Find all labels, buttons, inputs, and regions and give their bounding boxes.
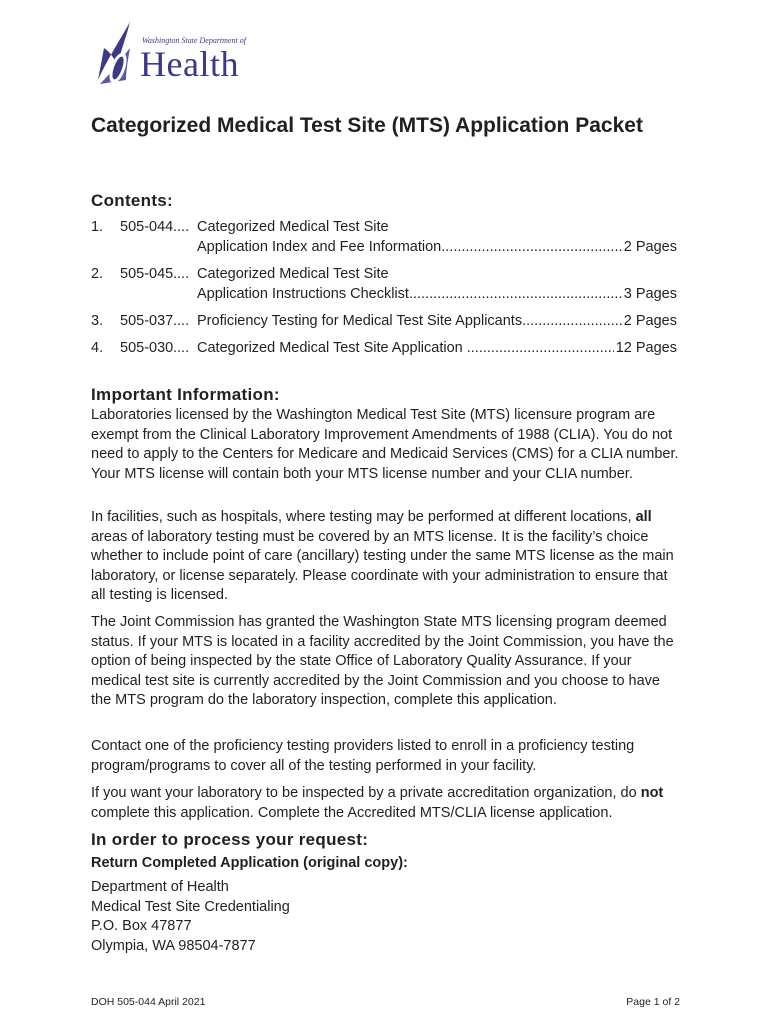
contents-item-number: 3. xyxy=(91,313,104,329)
contents-item-pages: 2 Pages xyxy=(623,313,677,329)
logo-health-text: Health xyxy=(140,44,239,84)
important-paragraph-1: Laboratories licensed by the Washington Medical Test Site (MTS) licensure program are exempt from the Clinical Laboratory Improvement Amendments of 1988 (CLIA). You do not need to apply to the Centers for Medicare and Medicaid Services (CMS) for a CLIA number. Your MTS license will contain both your MTS license number and your CLIA number. xyxy=(91,407,679,482)
contents-item-title: Categorized Medical Test Site Application xyxy=(197,340,467,356)
contents-item-subtitle: Application Index and Fee Information xyxy=(197,239,442,255)
footer-form-id: DOH 505-044 April 2021 xyxy=(91,996,206,1008)
contents-item-title: Categorized Medical Test Site xyxy=(197,219,389,235)
address-line: P.O. Box 47877 xyxy=(91,918,192,934)
contents-item-pages: 12 Pages xyxy=(615,340,677,356)
contents-item-code: 505-044 xyxy=(120,219,174,235)
important-paragraph-2: In facilities, such as hospitals, where testing may be performed at different locations, all areas of laboratory testing must be covered by an MTS license. It is the facility’s choice whether to include point of care (ancillary) testing under the same MTS license as the main laboratory, or license separately. Please coordinate with your administration to ensure that all testing is licensed. xyxy=(91,509,674,603)
process-heading: In order to process your request: xyxy=(91,830,369,849)
mailing-address xyxy=(91,878,290,956)
contents-item-number: 4. xyxy=(91,340,104,356)
contents-heading: Contents: xyxy=(91,191,174,210)
important-paragraph-4: Contact one of the proficiency testing providers listed to enroll in a proficiency testing program/programs to cover all of the testing performed in your facility. xyxy=(91,738,635,774)
important-heading: Important Information: xyxy=(91,385,280,404)
emphasis-not: not xyxy=(640,785,664,801)
address-line: Department of Health xyxy=(91,879,229,895)
contents-item-code: 505-030 xyxy=(120,340,174,356)
contents-item-number: 1. xyxy=(91,219,104,235)
logo-agency-text: Washington State Department of xyxy=(142,36,246,45)
contents-item-title: Proficiency Testing for Medical Test Site Applicants xyxy=(197,313,523,329)
return-label: Return Completed Application (original copy): xyxy=(91,855,408,871)
emphasis-all: all xyxy=(635,509,652,525)
contents-item-number: 2. xyxy=(91,266,104,282)
contents-item-subtitle: Application Instructions Checklist xyxy=(197,286,409,302)
contents-item-code: 505-045 xyxy=(120,266,174,282)
contents-item-title: Categorized Medical Test Site xyxy=(197,266,389,282)
footer-page-number: Page 1 of 2 xyxy=(626,996,680,1008)
important-paragraph-3: The Joint Commission has granted the Washington State MTS licensing program deemed status. If your MTS is located in a facility accredited by the Joint Commission, you have the option of being inspected by the state Office of Laboratory Quality Assurance. If your medical test site is currently accredited by the Joint Commission and you choose to have the MTS program do the laboratory inspection, complete this application. xyxy=(91,614,674,708)
contents-item-pages: 2 Pages xyxy=(623,239,677,255)
address-line: Medical Test Site Credentialing xyxy=(91,898,290,915)
contents-item-pages: 3 Pages xyxy=(623,286,677,302)
address-line: Olympia, WA 98504-7877 xyxy=(91,937,256,954)
contents-item-code: 505-037 xyxy=(120,313,174,329)
page-title: Categorized Medical Test Site (MTS) Application Packet xyxy=(91,114,643,137)
important-paragraph-5: If you want your laboratory to be inspected by a private accreditation organization, do not complete this application. Complete the Accredited MTS/CLIA license application. xyxy=(91,785,664,821)
